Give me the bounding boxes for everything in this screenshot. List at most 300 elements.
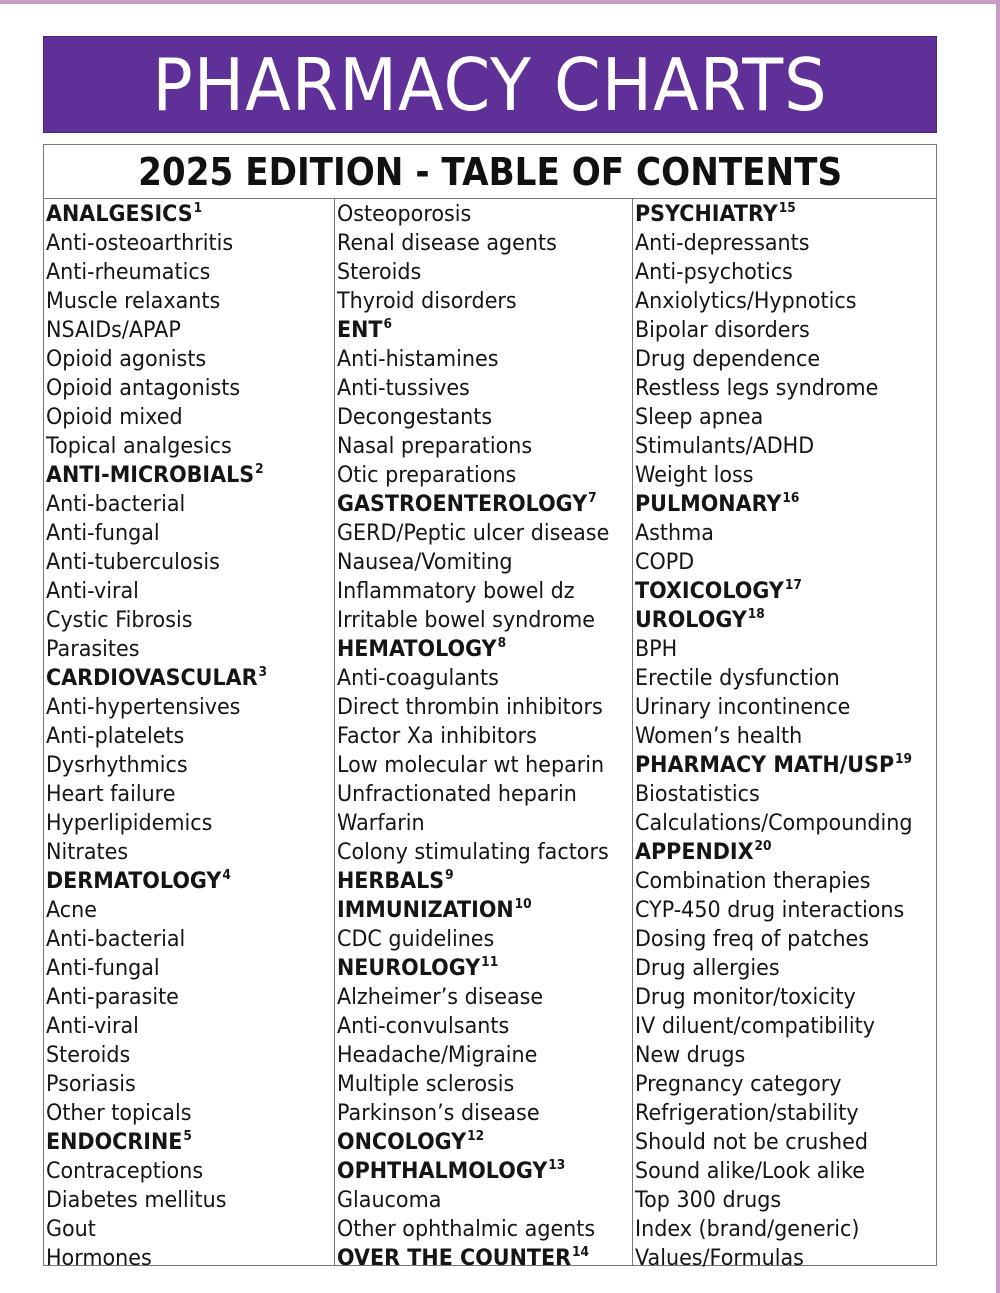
- toc-entry-text: [635, 693, 850, 722]
- toc-entry-text: [337, 1128, 484, 1157]
- toc-entry-text: [337, 229, 557, 258]
- toc-entry-text: [337, 693, 603, 722]
- toc-entry-text: [337, 1070, 514, 1099]
- toc-entry-label: Pregnancy category: [635, 1072, 842, 1097]
- toc-entry-label: Drug monitor/toxicity: [635, 985, 856, 1010]
- toc-item: [335, 693, 632, 722]
- toc-section-heading: [633, 838, 936, 867]
- toc-item: [44, 577, 334, 606]
- toc-entry-text: [635, 548, 694, 577]
- toc-entry-label: Decongestants: [337, 405, 493, 430]
- toc-entry-text: [635, 229, 810, 258]
- toc-entry-text: [46, 635, 140, 664]
- toc-item: [44, 809, 334, 838]
- toc-item: [633, 519, 936, 548]
- toc-entry-label: Low molecular wt heparin: [337, 753, 605, 778]
- toc-entry-label: Combination therapies: [635, 869, 871, 894]
- toc-entry-text: [46, 1186, 226, 1215]
- toc-item: [335, 548, 632, 577]
- toc-item: [633, 345, 936, 374]
- toc-item: [44, 1186, 334, 1215]
- toc-entry-text: [337, 200, 471, 229]
- toc-entry-label: Restless legs syndrome: [635, 376, 879, 401]
- toc-entry-text: [46, 1244, 152, 1273]
- toc-entry-label: HERBALS: [337, 869, 445, 894]
- toc-item: [633, 722, 936, 751]
- toc-item: [335, 983, 632, 1012]
- toc-entry-label: Anti-viral: [46, 579, 139, 604]
- toc-entry-text: [635, 1099, 859, 1128]
- toc-entry-label: Anti-convulsants: [337, 1014, 510, 1039]
- toc-item: [633, 1157, 936, 1186]
- toc-entry-label: Should not be crushed: [635, 1130, 869, 1155]
- toc-entry-label: Other topicals: [46, 1101, 192, 1126]
- toc-entry-text: [46, 258, 210, 287]
- toc-item: [335, 780, 632, 809]
- toc-entry-text: [337, 345, 498, 374]
- toc-entry-label: Anti-tussives: [337, 376, 470, 401]
- toc-entry-text: [337, 1157, 565, 1186]
- chapter-number: 20: [754, 839, 772, 854]
- toc-item: [335, 374, 632, 403]
- toc-entry-text: [635, 1012, 875, 1041]
- toc-entry-label: Topical analgesics: [46, 434, 232, 459]
- toc-entry-label: OVER THE COUNTER: [337, 1246, 572, 1271]
- toc-item: [633, 287, 936, 316]
- toc-item: [44, 751, 334, 780]
- toc-entry-text: [337, 403, 492, 432]
- toc-item: [633, 403, 936, 432]
- toc-entry-text: [46, 722, 184, 751]
- toc-item: [633, 693, 936, 722]
- toc-entry-text: [46, 693, 240, 722]
- toc-entry-text: [46, 1128, 192, 1157]
- toc-entry-text: [337, 1215, 595, 1244]
- toc-entry-text: [46, 287, 220, 316]
- toc-entry-text: [337, 461, 516, 490]
- toc-item: [44, 432, 334, 461]
- toc-item: [44, 925, 334, 954]
- toc-entry-text: [46, 1041, 130, 1070]
- toc-entry-text: [337, 1186, 441, 1215]
- toc-entry-text: [46, 1215, 96, 1244]
- toc-item: [44, 316, 334, 345]
- toc-item: [335, 838, 632, 867]
- toc-item: [335, 1215, 632, 1244]
- toc-entry-label: Thyroid disorders: [337, 289, 517, 314]
- toc-item: [335, 925, 632, 954]
- toc-item: [633, 1099, 936, 1128]
- toc-entry-text: [635, 635, 677, 664]
- toc-entry-label: Hormones: [46, 1246, 152, 1271]
- toc-column-2: [335, 199, 633, 1271]
- toc-item: [633, 229, 936, 258]
- toc-entry-label: Gout: [46, 1217, 96, 1242]
- toc-entry-text: [46, 374, 240, 403]
- toc-entry-label: Asthma: [635, 521, 714, 546]
- toc-item: [335, 751, 632, 780]
- toc-entry-text: [337, 751, 604, 780]
- toc-entry-text: [46, 1012, 139, 1041]
- toc-section-heading: [44, 867, 334, 896]
- toc-item: [44, 1041, 334, 1070]
- toc-entry-text: [337, 867, 454, 896]
- toc-item: [44, 780, 334, 809]
- toc-entry-text: [635, 200, 796, 229]
- toc-entry-text: [635, 1128, 868, 1157]
- toc-entry-text: [635, 925, 869, 954]
- toc-item: [44, 519, 334, 548]
- toc-entry-text: [337, 287, 517, 316]
- toc-item: [633, 1186, 936, 1215]
- toc-entry-text: [635, 1244, 804, 1273]
- toc-entry-label: Contraceptions: [46, 1159, 204, 1184]
- toc-item: [335, 258, 632, 287]
- chapter-number: 11: [481, 955, 499, 970]
- toc-entry-text: [337, 780, 577, 809]
- toc-item: [633, 316, 936, 345]
- toc-item: [335, 461, 632, 490]
- toc-entry-text: [635, 1070, 841, 1099]
- toc-entry-label: Women’s health: [635, 724, 803, 749]
- toc-entry-text: [635, 606, 765, 635]
- toc-entry-label: Index (brand/generic): [635, 1217, 860, 1242]
- toc-item: [633, 1215, 936, 1244]
- toc-item: [335, 809, 632, 838]
- toc-entry-text: [635, 287, 857, 316]
- toc-entry-label: Glaucoma: [337, 1188, 442, 1213]
- toc-item: [633, 896, 936, 925]
- toc-item: [633, 954, 936, 983]
- toc-entry-label: Nasal preparations: [337, 434, 533, 459]
- toc-entry-label: Acne: [46, 898, 97, 923]
- toc-item: [633, 1070, 936, 1099]
- toc-item: [44, 954, 334, 983]
- toc-section-heading: [633, 577, 936, 606]
- toc-item: [44, 403, 334, 432]
- toc-item: [44, 1157, 334, 1186]
- toc-entry-label: OPHTHALMOLOGY: [337, 1159, 548, 1184]
- toc-entry-label: Anti-viral: [46, 1014, 139, 1039]
- toc-item: [335, 606, 632, 635]
- toc-section-heading: [335, 490, 632, 519]
- toc-entry-text: [635, 983, 856, 1012]
- toc-item: [44, 1099, 334, 1128]
- toc-section-heading: [633, 606, 936, 635]
- toc-entry-label: BPH: [635, 637, 678, 662]
- toc-item: [633, 925, 936, 954]
- toc-entry-text: [46, 1157, 203, 1186]
- page-title: PHARMACY CHARTS: [152, 42, 828, 127]
- toc-entry-text: [635, 258, 793, 287]
- toc-entry-text: [337, 548, 513, 577]
- toc-entry-text: [46, 925, 185, 954]
- toc-item: [633, 664, 936, 693]
- toc-entry-text: [337, 635, 506, 664]
- toc-entry-label: Anti-depressants: [635, 231, 810, 256]
- toc-entry-label: DERMATOLOGY: [46, 869, 222, 894]
- toc-entry-text: [337, 838, 609, 867]
- toc-entry-label: Values/Formulas: [635, 1246, 804, 1271]
- toc-section-heading: [44, 200, 334, 229]
- chapter-number: 5: [183, 1129, 192, 1144]
- chapter-number: 2: [255, 462, 264, 477]
- toc-entry-text: [337, 722, 537, 751]
- toc-item: [335, 1070, 632, 1099]
- toc-entry-label: Anxiolytics/Hypnotics: [635, 289, 857, 314]
- chapter-number: 12: [467, 1129, 485, 1144]
- chapter-number: 13: [548, 1158, 566, 1173]
- toc-item: [633, 548, 936, 577]
- chapter-number: 15: [778, 201, 796, 216]
- toc-entry-text: [635, 1157, 865, 1186]
- toc-entry-label: Cystic Fibrosis: [46, 608, 193, 633]
- toc-item: [335, 229, 632, 258]
- toc-entry-label: ONCOLOGY: [337, 1130, 467, 1155]
- chapter-number: 1: [193, 201, 203, 216]
- toc-entry-label: HEMATOLOGY: [337, 637, 497, 662]
- toc-entry-text: [337, 432, 532, 461]
- toc-entry-text: [46, 229, 233, 258]
- toc-entry-label: Psoriasis: [46, 1072, 136, 1097]
- toc-entry-text: [635, 316, 810, 345]
- toc-item: [633, 461, 936, 490]
- page-frame-top: [0, 0, 1000, 4]
- toc-entry-text: [337, 606, 595, 635]
- toc-entry-text: [46, 896, 97, 925]
- table-of-contents: [43, 198, 937, 1271]
- toc-entry-text: [46, 1099, 191, 1128]
- toc-entry-label: Osteoporosis: [337, 202, 472, 227]
- toc-entry-text: [46, 403, 183, 432]
- toc-section-heading: [335, 867, 632, 896]
- toc-entry-text: [635, 780, 760, 809]
- title-banner: [43, 36, 937, 133]
- toc-entry-label: Parkinson’s disease: [337, 1101, 540, 1126]
- toc-item: [633, 374, 936, 403]
- toc-entry-text: [46, 751, 188, 780]
- chapter-number: 14: [571, 1245, 589, 1260]
- toc-column-1: [44, 199, 335, 1271]
- toc-entry-text: [337, 1244, 589, 1273]
- toc-entry-text: [635, 664, 840, 693]
- toc-entry-text: [337, 490, 597, 519]
- toc-entry-text: [635, 1215, 859, 1244]
- toc-entry-label: Diabetes mellitus: [46, 1188, 227, 1213]
- toc-section-heading: [633, 751, 936, 780]
- chapter-number: 16: [782, 491, 800, 506]
- chapter-number: 9: [445, 868, 454, 883]
- toc-entry-label: COPD: [635, 550, 695, 575]
- toc-entry-label: PHARMACY MATH/USP: [635, 753, 895, 778]
- chapter-number: 17: [784, 578, 802, 593]
- toc-entry-label: ANTI-MICROBIALS: [46, 463, 255, 488]
- toc-item: [335, 664, 632, 693]
- toc-entry-label: CDC guidelines: [337, 927, 495, 952]
- toc-entry-label: Renal disease agents: [337, 231, 557, 256]
- toc-section-heading: [335, 316, 632, 345]
- toc-entry-label: PSYCHIATRY: [635, 202, 778, 227]
- toc-entry-text: [46, 577, 139, 606]
- toc-entry-label: Multiple sclerosis: [337, 1072, 515, 1097]
- toc-entry-label: Headache/Migraine: [337, 1043, 538, 1068]
- toc-entry-label: Anti-rheumatics: [46, 260, 211, 285]
- toc-entry-text: [337, 577, 575, 606]
- toc-entry-text: [46, 432, 232, 461]
- toc-item: [335, 1041, 632, 1070]
- toc-entry-label: Sleep apnea: [635, 405, 764, 430]
- chapter-number: 18: [747, 607, 765, 622]
- toc-entry-text: [635, 751, 912, 780]
- toc-entry-label: Other ophthalmic agents: [337, 1217, 596, 1242]
- toc-item: [44, 1012, 334, 1041]
- toc-item: [633, 867, 936, 896]
- toc-item: [633, 1012, 936, 1041]
- toc-item: [335, 722, 632, 751]
- toc-entry-text: [46, 1070, 136, 1099]
- toc-entry-text: [337, 316, 392, 345]
- toc-entry-label: NSAIDs/APAP: [46, 318, 181, 343]
- toc-entry-text: [635, 461, 754, 490]
- toc-item: [335, 577, 632, 606]
- chapter-number: 6: [383, 317, 392, 332]
- toc-entry-label: Colony stimulating factors: [337, 840, 609, 865]
- toc-entry-label: Refrigeration/stability: [635, 1101, 859, 1126]
- toc-entry-text: [635, 432, 814, 461]
- toc-section-heading: [335, 1244, 632, 1273]
- toc-entry-label: Otic preparations: [337, 463, 517, 488]
- toc-entry-label: ENDOCRINE: [46, 1130, 183, 1155]
- toc-item: [44, 1070, 334, 1099]
- toc-entry-label: IMMUNIZATION: [337, 898, 514, 923]
- toc-entry-label: TOXICOLOGY: [635, 579, 784, 604]
- toc-entry-text: [46, 606, 193, 635]
- toc-entry-label: Drug allergies: [635, 956, 780, 981]
- toc-entry-text: [337, 374, 470, 403]
- toc-entry-text: [46, 838, 128, 867]
- toc-item: [335, 345, 632, 374]
- toc-entry-text: [337, 1099, 540, 1128]
- toc-section-heading: [335, 1128, 632, 1157]
- toc-entry-label: Anti-psychotics: [635, 260, 793, 285]
- toc-entry-label: Alzheimer’s disease: [337, 985, 544, 1010]
- toc-entry-label: Hyperlipidemics: [46, 811, 213, 836]
- toc-entry-label: Irritable bowel syndrome: [337, 608, 595, 633]
- toc-item: [335, 519, 632, 548]
- toc-entry-text: [46, 954, 160, 983]
- toc-entry-label: Anti-parasite: [46, 985, 179, 1010]
- toc-entry-text: [635, 867, 871, 896]
- toc-entry-label: Dysrhythmics: [46, 753, 188, 778]
- toc-entry-label: PULMONARY: [635, 492, 782, 517]
- toc-entry-text: [46, 548, 220, 577]
- toc-entry-text: [337, 809, 425, 838]
- toc-entry-label: Drug dependence: [635, 347, 821, 372]
- toc-entry-label: ENT: [337, 318, 383, 343]
- toc-entry-label: Dosing freq of patches: [635, 927, 870, 952]
- toc-entry-text: [635, 374, 878, 403]
- toc-entry-text: [337, 664, 499, 693]
- toc-item: [44, 229, 334, 258]
- toc-item: [44, 258, 334, 287]
- toc-entry-label: Inflammatory bowel dz: [337, 579, 575, 604]
- chapter-number: 8: [497, 636, 507, 651]
- toc-entry-label: GERD/Peptic ulcer disease: [337, 521, 610, 546]
- toc-section-heading: [633, 490, 936, 519]
- page-subtitle: 2025 EDITION - TABLE OF CONTENTS: [137, 149, 842, 194]
- chapter-number: 19: [895, 752, 913, 767]
- toc-entry-label: Erectile dysfunction: [635, 666, 840, 691]
- toc-entry-text: [46, 867, 231, 896]
- toc-entry-label: Anti-bacterial: [46, 492, 186, 517]
- toc-item: [44, 548, 334, 577]
- toc-entry-text: [635, 722, 802, 751]
- toc-entry-label: APPENDIX: [635, 840, 754, 865]
- toc-entry-label: New drugs: [635, 1043, 746, 1068]
- toc-entry-label: Muscle relaxants: [46, 289, 221, 314]
- toc-entry-label: Anti-tuberculosis: [46, 550, 220, 575]
- toc-section-heading: [633, 200, 936, 229]
- toc-entry-text: [46, 780, 175, 809]
- toc-entry-text: [635, 403, 763, 432]
- toc-section-heading: [44, 664, 334, 693]
- toc-entry-text: [635, 896, 904, 925]
- chapter-number: 7: [588, 491, 597, 506]
- toc-item: [335, 1099, 632, 1128]
- toc-entry-text: [46, 809, 212, 838]
- toc-entry-label: Sound alike/Look alike: [635, 1159, 865, 1184]
- toc-item: [44, 1215, 334, 1244]
- toc-entry-label: Steroids: [337, 260, 422, 285]
- toc-item: [633, 258, 936, 287]
- toc-entry-label: Opioid agonists: [46, 347, 207, 372]
- toc-entry-label: Opioid antagonists: [46, 376, 241, 401]
- toc-entry-label: GASTROENTEROLOGY: [337, 492, 588, 517]
- toc-item: [633, 1244, 936, 1273]
- toc-entry-label: CYP-450 drug interactions: [635, 898, 905, 923]
- toc-item: [335, 200, 632, 229]
- toc-entry-text: [46, 316, 181, 345]
- toc-item: [633, 432, 936, 461]
- toc-entry-label: Stimulants/ADHD: [635, 434, 815, 459]
- toc-section-heading: [335, 1157, 632, 1186]
- toc-entry-label: Parasites: [46, 637, 140, 662]
- toc-entry-label: Bipolar disorders: [635, 318, 810, 343]
- toc-item: [44, 374, 334, 403]
- toc-entry-text: [46, 983, 179, 1012]
- chapter-number: 3: [258, 665, 268, 680]
- toc-item: [335, 1186, 632, 1215]
- toc-entry-text: [635, 954, 780, 983]
- toc-item: [44, 1244, 334, 1273]
- toc-entry-text: [337, 1041, 537, 1070]
- toc-entry-label: Weight loss: [635, 463, 754, 488]
- toc-entry-text: [635, 519, 714, 548]
- toc-entry-text: [337, 925, 494, 954]
- toc-entry-label: ANALGESICS: [46, 202, 193, 227]
- chapter-number: 10: [514, 897, 532, 912]
- toc-entry-text: [337, 519, 609, 548]
- toc-entry-label: Anti-coagulants: [337, 666, 499, 691]
- toc-item: [44, 983, 334, 1012]
- toc-item: [633, 983, 936, 1012]
- toc-item: [335, 432, 632, 461]
- toc-entry-text: [337, 258, 421, 287]
- toc-entry-label: Steroids: [46, 1043, 131, 1068]
- toc-entry-text: [337, 1012, 509, 1041]
- toc-entry-text: [635, 577, 802, 606]
- toc-column-3: [633, 199, 936, 1271]
